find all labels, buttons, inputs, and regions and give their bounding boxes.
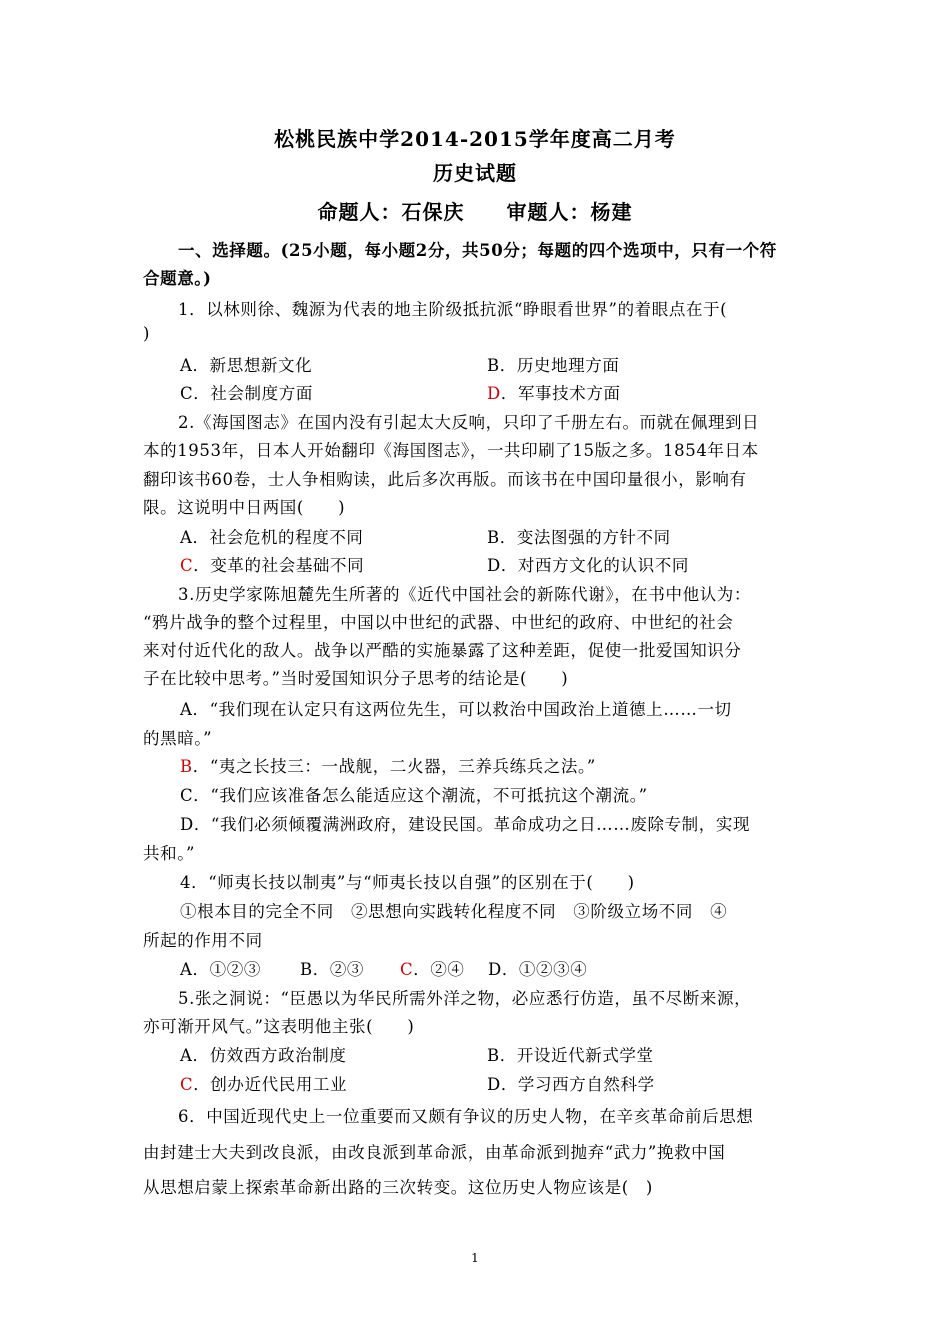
question-2-option-d: D．对西方文化的认识不同 [487,556,689,575]
exam-subtitle: 历史试题 [433,161,517,185]
question-4-option-c: C．②④ [400,960,465,979]
question-6-stem-cont: 从思想启蒙上探索革命新出路的三次转变。这位历史人物应该是( ) [143,1178,653,1197]
question-3-stem-cont: 来对付近代化的敌人。战争以严酷的实施暴露了这种差距，促使一批爱国知识分 [143,641,742,660]
question-4-option-d: D．①②③④ [488,960,588,979]
question-3-option-a: A．“我们现在认定只有这两位先生，可以救治中国政治上道德上……一切 [180,700,732,719]
question-2-stem: 2.《海国图志》在国内没有引起太大反响，只印了千册左右。而就在佩理到日 [178,413,760,432]
question-1-option-c: C．社会制度方面 [180,384,313,403]
exam-title: 松桃民族中学2014-2015学年度高二月考 [274,127,676,151]
question-6-stem-cont: 由封建士大夫到改良派，由改良派到革命派，由革命派到抛弃“武力”挽救中国 [143,1143,726,1162]
question-3-stem-cont: 子在比较中思考。”当时爱国知识分子思考的结论是( ) [143,669,569,688]
question-6-stem: 6．中国近现代史上一位重要而又颇有争议的历史人物，在辛亥革命前后思想 [178,1107,754,1126]
answer-mark: B [180,757,193,776]
question-1-option-b: B．历史地理方面 [487,356,620,375]
question-2-option-c: C．变革的社会基础不同 [180,556,365,575]
answer-mark: C [400,960,414,979]
question-1-option-a: A．新思想新文化 [180,356,313,375]
question-5-option-d: D．学习西方自然科学 [487,1075,655,1094]
question-5-stem-cont: 亦可渐开风气。”这表明他主张( ) [143,1017,415,1036]
answer-mark: C [180,1075,194,1094]
question-3-option-a-cont: 的黑暗。” [143,729,213,748]
question-5-option-a: A．仿效西方政治制度 [180,1046,347,1065]
question-4-option-b: B．②③ [300,960,365,979]
question-2-stem-cont: 翻印该书60卷，士人争相购读，此后多次再版。而该书在中国印量很小，影响有 [143,470,747,489]
question-4-stem: 4．“师夷长技以制夷”与“师夷长技以自强”的区别在于( ) [180,873,635,892]
section-heading-line1: 一、选择题。(25小题，每小题2分，共50分；每题的四个选项中，只有一个符 [178,241,777,260]
question-3-option-b: B．“夷之长技三：一战舰，二火器，三养兵练兵之法。” [180,757,596,776]
section-heading-line2: 合题意。) [143,269,212,288]
question-4-option-a: A．①②③ [180,960,261,979]
question-2-option-a: A．社会危机的程度不同 [180,528,364,547]
exam-authors: 命题人：石保庆 审题人：杨建 [317,200,633,224]
page-number: 1 [471,1251,479,1265]
answer-mark: D [487,384,501,403]
question-2-option-b: B．变法图强的方针不同 [487,528,671,547]
question-4-items: ①根本目的完全不同 ②思想向实践转化程度不同 ③阶级立场不同 ④ [180,902,728,921]
question-1-stem-cont: ) [143,324,151,343]
question-3-stem: 3.历史学家陈旭麓先生所著的《近代中国社会的新陈代谢》，在书中他认为： [178,585,751,604]
question-1-stem: 1．以林则徐、魏源为代表的地主阶级抵抗派“睁眼看世界”的着眼点在于( [178,300,728,319]
question-2-stem-cont: 限。这说明中日两国( ) [143,498,346,517]
question-5-option-b: B．开设近代新式学堂 [487,1046,654,1065]
question-3-stem-cont: “鸦片战争的整个过程里，中国以中世纪的武器、中世纪的政府、中世纪的社会 [143,613,734,632]
question-3-option-d-cont: 共和。” [143,844,196,863]
question-3-option-d: D．“我们必须倾覆满洲政府，建设民国。革命成功之日……废除专制，实现 [180,815,751,834]
answer-mark: C [180,556,194,575]
question-5-stem: 5.张之洞说：“臣愚以为华民所需外洋之物，必应悉行仿造，虽不尽断来源， [178,989,752,1008]
question-3-option-c: C．“我们应该准备怎么能适应这个潮流，不可抵抗这个潮流。” [180,786,648,805]
question-5-option-c: C．创办近代民用工业 [180,1075,348,1094]
question-1-option-d: D．军事技术方面 [487,384,621,403]
question-2-stem-cont: 本的1953年，日本人开始翻印《海国图志》，一共印刷了15版之多。1854年日本 [143,441,759,460]
question-4-items-cont: 所起的作用不同 [143,931,263,950]
